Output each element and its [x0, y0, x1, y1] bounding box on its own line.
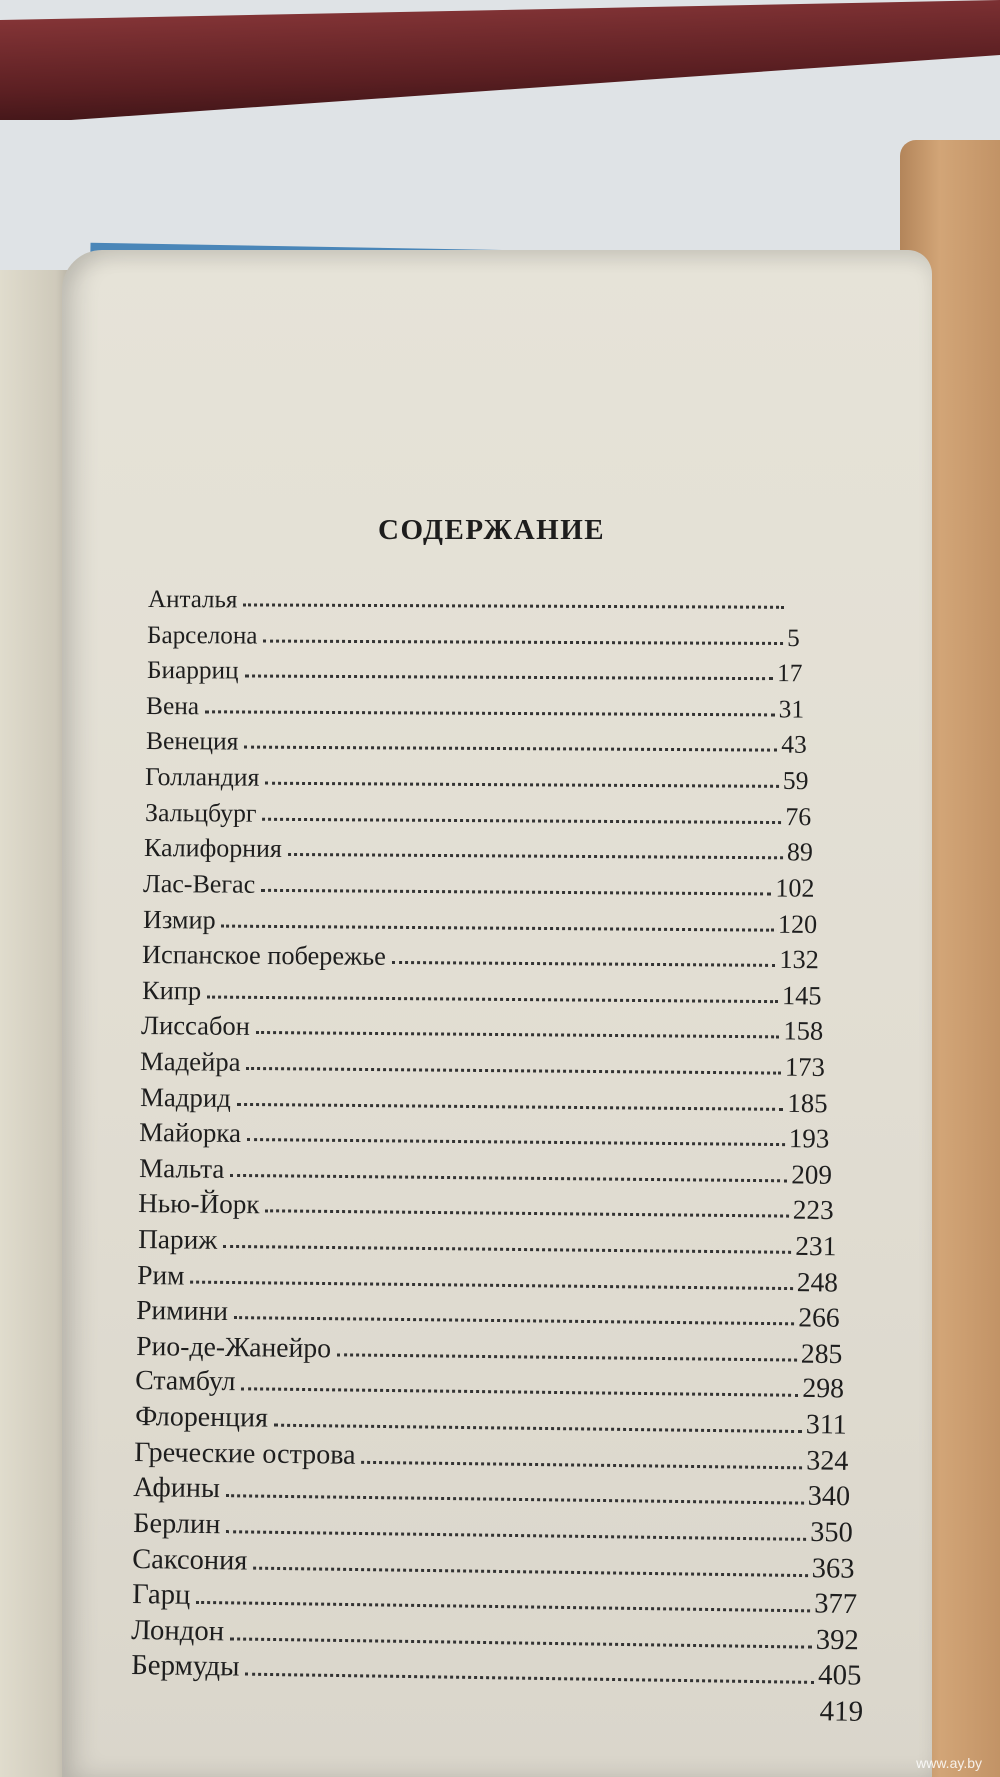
toc-entry: [146, 720, 807, 760]
toc-entry-page-number: 17: [776, 659, 803, 688]
toc-dot-leader: [190, 1280, 792, 1289]
toc-entry-page-number: 76: [784, 801, 811, 831]
toc-dot-leader: [262, 817, 781, 823]
toc-dot-leader: [244, 675, 773, 681]
toc-dot-leader: [230, 1174, 787, 1182]
toc-dot-leader: [273, 1424, 801, 1433]
toc-entry-page-number: 132: [779, 945, 820, 975]
toc-entry-page-number: 363: [811, 1552, 855, 1585]
toc-dot-leader: [254, 1566, 808, 1576]
toc-entry-label: Рим: [136, 1259, 185, 1291]
toc-entry-label: Париж: [137, 1224, 217, 1255]
toc-entry-page-number: 350: [809, 1516, 853, 1549]
toc-dot-leader: [196, 1601, 810, 1612]
toc-entry-label: Биарриц: [146, 656, 239, 685]
toc-dot-leader: [243, 603, 784, 608]
toc-entry-page-number: 324: [806, 1445, 849, 1477]
toc-entry-label: Нью-Йорк: [138, 1188, 260, 1220]
page-title: СОДЕРЖАНИЕ: [378, 514, 606, 546]
toc-dot-leader: [205, 710, 775, 716]
toc-dot-leader: [234, 1316, 794, 1325]
toc-entry-label: Измир: [142, 904, 216, 935]
toc-entry-page-number: 248: [796, 1266, 839, 1298]
toc-entry-label: Майорка: [139, 1117, 242, 1149]
toc-entry: [148, 578, 798, 617]
toc-dot-leader: [288, 853, 783, 859]
toc-entry-page-number: 185: [787, 1087, 828, 1118]
toc-dot-leader: [247, 1067, 781, 1075]
toc-entry-page-number: 285: [800, 1337, 843, 1369]
toc-dot-leader: [261, 889, 771, 896]
toc-entry-label: Рио-де-Жанейро: [135, 1329, 332, 1364]
toc-entry: [144, 827, 813, 867]
toc-entry-page-number: 340: [808, 1480, 851, 1513]
toc-entry-page-number: 89: [786, 837, 813, 867]
toc-entry-label: Голландия: [145, 762, 260, 792]
toc-entry-page-number: 102: [775, 873, 815, 903]
toc-entry: [140, 1041, 825, 1083]
toc-entry-page-number: 31: [778, 695, 805, 724]
toc-entry-page-number: 43: [780, 730, 807, 760]
toc-entry-label: Лондон: [131, 1613, 225, 1648]
toc-entry: [141, 1005, 823, 1047]
toc-entry-label: Барселона: [147, 621, 258, 650]
toc-entry-label: Флоренция: [134, 1401, 268, 1434]
toc-dot-leader: [207, 995, 778, 1003]
toc-entry-label: Гарц: [131, 1579, 191, 1611]
toc-dot-leader: [221, 924, 773, 931]
toc-entry-page-number: 120: [777, 909, 818, 939]
toc-entry: [147, 614, 800, 653]
toc-entry-label: Греческие острова: [134, 1436, 356, 1471]
toc-entry: [142, 934, 819, 975]
toc-dot-leader: [265, 782, 779, 788]
toc-dot-leader: [256, 1031, 780, 1038]
toc-dot-leader: [247, 1138, 785, 1146]
toc-entry: [145, 756, 809, 796]
toc-dot-leader: [230, 1637, 812, 1648]
toc-entry-page-number: 209: [790, 1159, 832, 1190]
toc-entry-label: Мальта: [138, 1152, 225, 1184]
toc-entry-label: Вена: [146, 691, 200, 721]
watermark: www.ay.by: [916, 1755, 982, 1771]
toc-entry: [146, 685, 804, 725]
toc-entry-page-number: 298: [802, 1373, 845, 1405]
toc-dot-leader: [226, 1495, 804, 1505]
toc-entry-label: Венеция: [145, 726, 239, 756]
toc-entry-page-number: 173: [785, 1051, 826, 1082]
toc-dot-leader: [264, 639, 784, 644]
toc-entry-label: Стамбул: [135, 1365, 236, 1398]
toc-dot-leader: [226, 1530, 806, 1541]
toc-entry-label: Испанское побережье: [142, 940, 387, 972]
toc-entry-label: Лиссабон: [141, 1010, 251, 1042]
toc-entry-page-number: 59: [782, 765, 809, 796]
toc-entry: [143, 899, 817, 940]
toc-entry-page-number: 193: [789, 1123, 830, 1154]
toc-entry-page-number: 419: [819, 1695, 864, 1728]
toc-entry-label: Анталья: [148, 586, 238, 614]
toc-entry-label: Бермуды: [130, 1649, 240, 1683]
toc-dot-leader: [266, 1210, 789, 1218]
toc-entry-label: Зальцбург: [144, 797, 257, 828]
toc-dot-leader: [337, 1353, 797, 1361]
toc-entry-page-number: 405: [817, 1659, 862, 1692]
toc-entry-label: Саксония: [132, 1543, 248, 1577]
toc-dot-leader: [237, 1102, 784, 1110]
toc-dot-leader: [362, 1461, 803, 1469]
toc-entry-page-number: 377: [813, 1588, 858, 1621]
toc-entry-label: Римини: [136, 1294, 229, 1327]
toc-entry-page-number: 266: [798, 1301, 841, 1334]
toc-entry-page-number: 231: [794, 1230, 837, 1262]
toc-dot-leader: [223, 1245, 791, 1254]
toc-entry-page-number: 392: [815, 1623, 860, 1657]
toc-entry: [143, 863, 815, 904]
toc-entry-page-number: 223: [792, 1195, 834, 1226]
toc-entry-label: Мадейра: [140, 1045, 242, 1077]
toc-entry-label: Кипр: [141, 974, 201, 1006]
toc-entry: [147, 649, 803, 688]
toc-entry-label: Афины: [133, 1472, 221, 1505]
toc-entry-page-number: 311: [805, 1409, 847, 1441]
toc-entry-label: Берлин: [132, 1507, 221, 1541]
toc-entry: [145, 792, 811, 832]
toc-entry-label: Мадрид: [139, 1081, 231, 1113]
toc-entry-page-number: 5: [787, 624, 801, 652]
toc-dot-leader: [242, 1388, 799, 1398]
toc-entry-label: Лас-Вегас: [143, 868, 256, 899]
toc-dot-leader: [244, 746, 777, 752]
toc-entry-page-number: 145: [781, 979, 822, 1011]
toc-entry-page-number: 158: [783, 1015, 824, 1047]
toc-dot-leader: [392, 961, 776, 967]
toc-entry-label: Калифорния: [143, 833, 282, 864]
toc-dot-leader: [245, 1673, 814, 1684]
